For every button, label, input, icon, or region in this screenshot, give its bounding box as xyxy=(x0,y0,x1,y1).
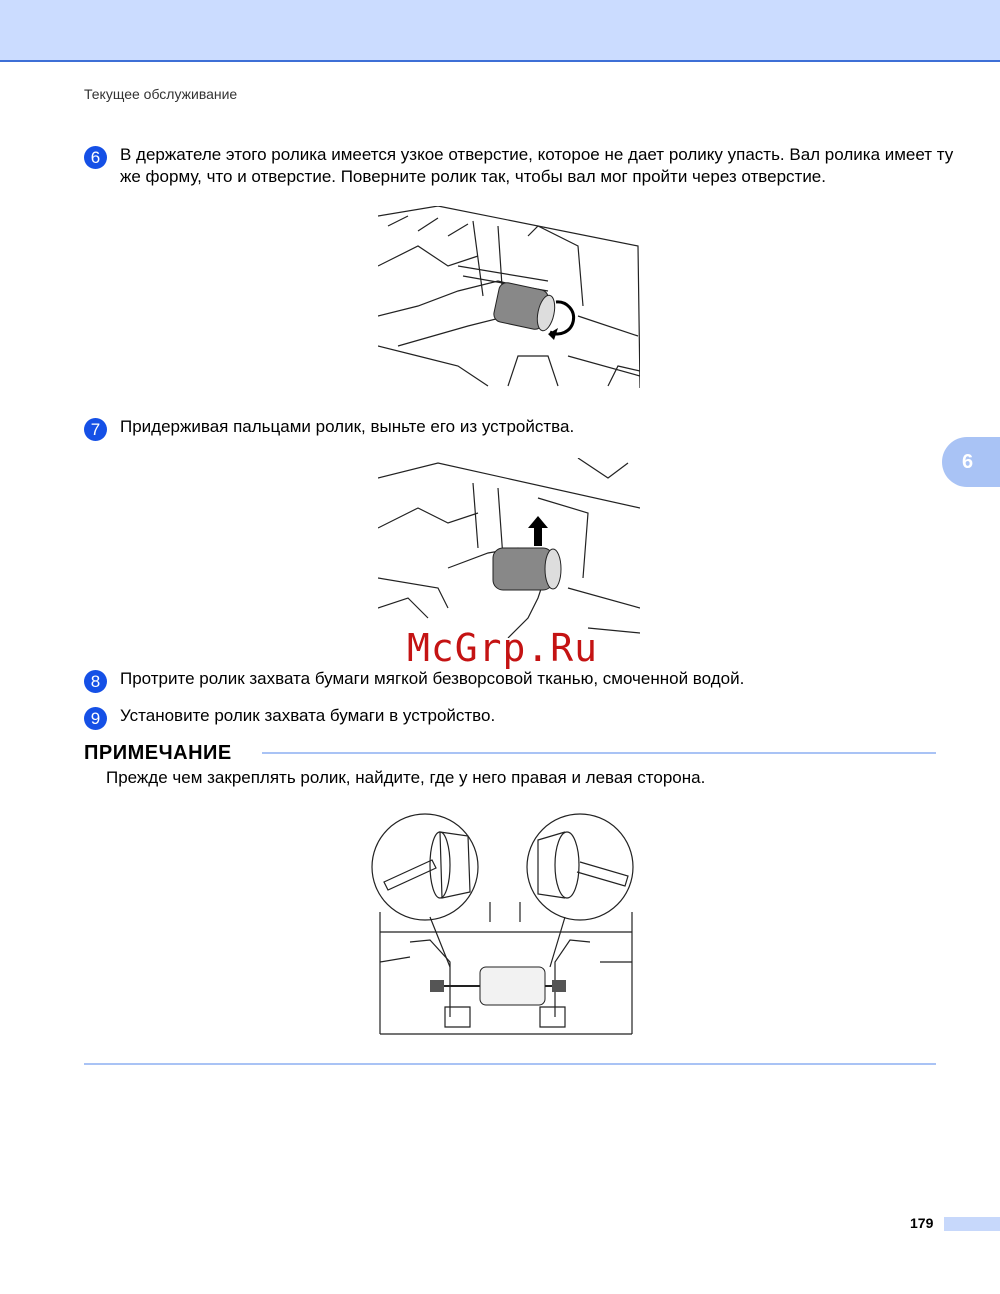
step-text: Установите ролик захвата бумаги в устройство. xyxy=(120,706,496,725)
step-number: 8 xyxy=(84,670,107,693)
breadcrumb: Текущее обслуживание xyxy=(84,86,238,102)
step-number: 9 xyxy=(84,707,107,730)
rotate-roller-illustration xyxy=(378,206,640,388)
remove-roller-illustration xyxy=(378,458,640,638)
note-title: ПРИМЕЧАНИЕ xyxy=(84,742,232,764)
note-text: Прежде чем закреплять ролик, найдите, где у него правая и левая сторона. xyxy=(106,768,706,787)
step-number: 6 xyxy=(84,146,107,169)
step-number: 7 xyxy=(84,418,107,441)
footer-band xyxy=(944,1217,1000,1231)
bottom-divider xyxy=(84,1063,936,1065)
header-band xyxy=(0,0,1000,62)
chapter-tab: 6 xyxy=(942,437,1000,487)
step-text: Протрите ролик захвата бумаги мягкой безворсовой тканью, смоченной водой. xyxy=(120,669,745,688)
step-text: Придерживая пальцами ролик, выньте его из устройства. xyxy=(120,417,575,436)
note-divider xyxy=(262,752,936,754)
roller-orientation-illustration xyxy=(370,812,634,1038)
step-text: В держателе этого ролика имеется узкое отверстие, которое не дает ролику упасть. Вал ролика имеет ту же форму, что и отверстие. Поверните ролик так, чтобы вал мог пройти через отверстие. xyxy=(120,145,954,186)
page-number: 179 xyxy=(910,1215,934,1231)
watermark: McGrp.Ru xyxy=(407,626,599,670)
